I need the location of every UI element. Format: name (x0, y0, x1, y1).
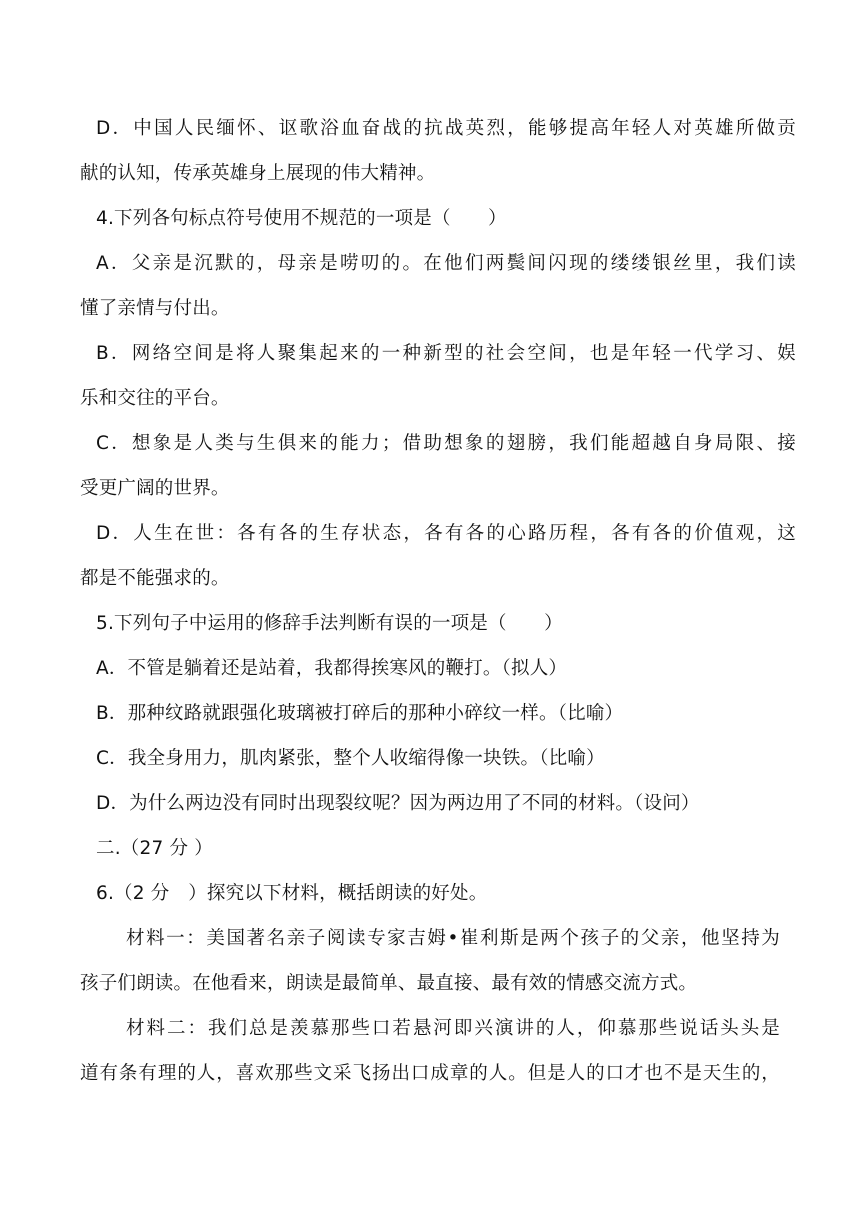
q4-option-c-line-1: C．想象是人类与生俱来的能力；借助想象的翅膀，我们能超越自身局限、接 (96, 433, 796, 454)
q4-option-d-line-2: 都是不能强求的。 (80, 568, 230, 589)
question-4-stem: 4.下列各句标点符号使用不规范的一项是（ ） (96, 208, 507, 229)
option-d-line-1: D．中国人民缅怀、讴歌浴血奋战的抗战英烈，能够提高年轻人对英雄所做贡 (96, 118, 796, 139)
section-two-heading: 二.（27 分 ） (96, 838, 213, 859)
material-1-line-2: 孩子们朗读。在他看来，朗读是最简单、最直接、最有效的情感交流方式。 (80, 973, 698, 994)
q4-option-d-line-1: D．人生在世：各有各的生存状态，各有各的心路历程，各有各的价值观，这 (96, 523, 796, 544)
q5-option-c: C．我全身用力，肌肉紧张，整个人收缩得像一块铁。（比喻） (96, 748, 605, 769)
q4-option-c-line-2: 受更广阔的世界。 (80, 478, 230, 499)
question-5-stem: 5.下列句子中运用的修辞手法判断有误的一项是（ ） (96, 613, 563, 634)
q5-option-b: B．那种纹路就跟强化玻璃被打碎后的那种小碎纹一样。（比喻） (96, 703, 624, 724)
q4-option-a-line-2: 懂了亲情与付出。 (80, 298, 230, 319)
q4-option-b-line-2: 乐和交往的平台。 (80, 388, 230, 409)
q4-option-a-line-1: A．父亲是沉默的，母亲是唠叨的。在他们两鬓间闪现的缕缕银丝里，我们读 (96, 253, 796, 274)
q5-option-a: A．不管是躺着还是站着，我都得挨寒风的鞭打。（拟人） (96, 658, 568, 679)
option-d-line-2: 献的认知，传承英雄身上展现的伟大精神。 (80, 163, 436, 184)
material-1-line-1: 材料一：美国著名亲子阅读专家吉姆•崔利斯是两个孩子的父亲，他坚持为 (126, 928, 780, 949)
question-6-stem: 6.（2 分 ）探究以下材料，概括朗读的好处。 (96, 883, 488, 904)
q5-option-d: D．为什么两边没有同时出现裂纹呢？因为两边用了不同的材料。（设问） (96, 793, 700, 814)
material-2-line-1: 材料二：我们总是羡慕那些口若悬河即兴演讲的人，仰慕那些说话头头是 (126, 1018, 780, 1039)
material-2-line-2: 道有条有理的人，喜欢那些文采飞扬出口成章的人。但是人的口才也不是天生的， (80, 1063, 780, 1084)
q4-option-b-line-1: B．网络空间是将人聚集起来的一种新型的社会空间，也是年轻一代学习、娱 (96, 343, 796, 364)
